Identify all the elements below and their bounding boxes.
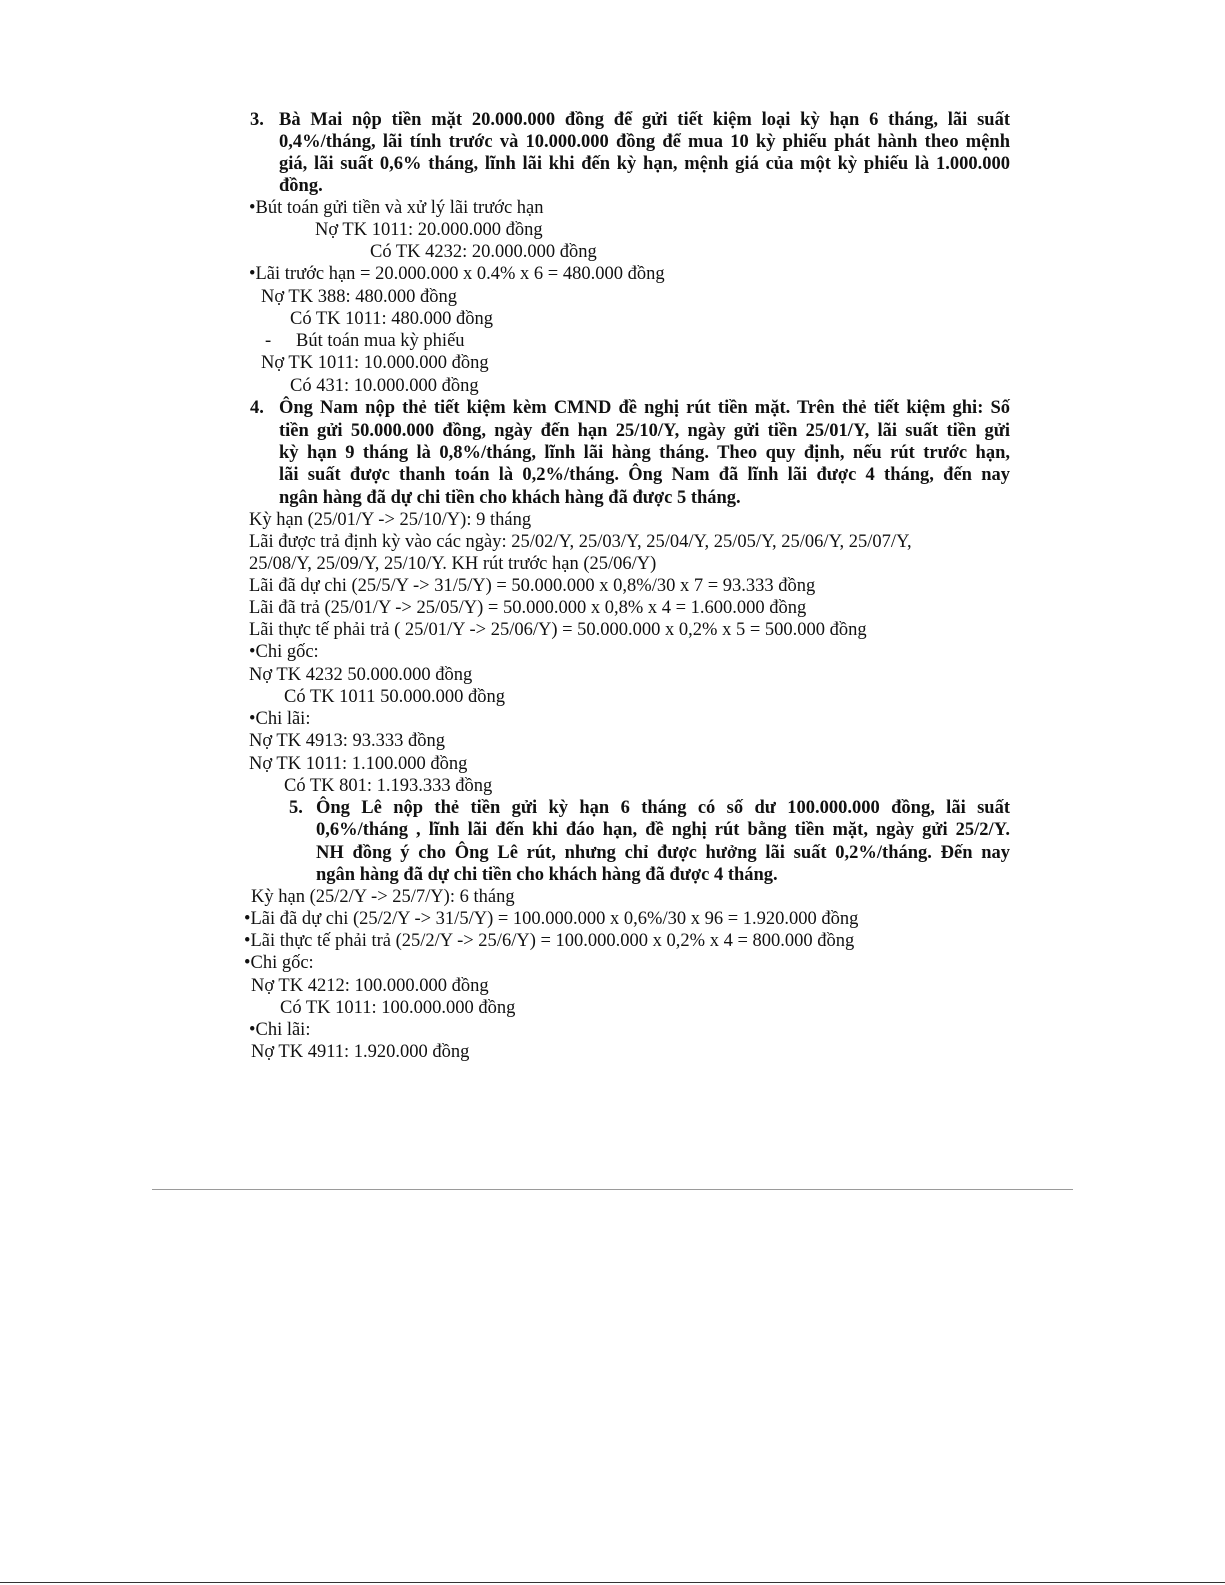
section-4-body-line: •Chi gốc: — [249, 642, 319, 662]
section-3-dash-marker: - — [265, 331, 272, 351]
section-3-body-line: Có TK 1011: 480.000 đồng — [290, 309, 493, 329]
section-4-body-line: Nợ TK 4232 50.000.000 đồng — [249, 665, 473, 685]
section-3-body-line: Bút toán mua kỳ phiếu — [296, 331, 465, 351]
section-3-heading-line-1: Bà Mai nộp tiền mặt 20.000.000 đồng để gửi tiết kiệm loại kỳ hạn 6 tháng, lãi suất — [279, 110, 1010, 130]
section-3-body-line: •Lãi trước hạn = 20.000.000 x 0.4% x 6 = 480.000 đồng — [249, 264, 665, 284]
section-4-body-line: •Chi lãi: — [249, 709, 311, 729]
section-3-body-line: Có TK 4232: 20.000.000 đồng — [370, 242, 597, 262]
section-3-heading-line-4: đồng. — [279, 176, 323, 196]
section-5-body-line: •Chi lãi: — [249, 1020, 311, 1040]
section-5-body-line: Kỳ hạn (25/2/Y -> 25/7/Y): 6 tháng — [251, 887, 515, 907]
section-5-heading-line-3: NH đồng ý cho Ông Lê rút, nhưng chỉ được hưởng lãi suất 0,2%/tháng. Đến nay — [316, 843, 1010, 863]
section-3-body-line: Có 431: 10.000.000 đồng — [290, 376, 479, 396]
section-4-heading-line-4: lãi suất được thanh toán là 0,2%/tháng. Ông Nam đã lĩnh lãi được 4 tháng, đến nay — [279, 465, 1010, 485]
section-4-heading-line-3: kỳ hạn 9 tháng là 0,8%/tháng, lĩnh lãi hàng tháng. Theo quy định, nếu rút trước hạn, — [279, 443, 1010, 463]
section-5-body-line: •Lãi đã dự chi (25/2/Y -> 31/5/Y) = 100.000.000 x 0,6%/30 x 96 = 1.920.000 đồng — [244, 909, 859, 929]
section-4-number: 4. — [250, 398, 264, 418]
section-5-heading-line-4: ngân hàng đã dự chi tiền cho khách hàng đã được 4 tháng. — [316, 865, 778, 885]
section-3-heading-line-3: giá, lãi suất 0,6% tháng, lĩnh lãi khi đến kỳ hạn, mệnh giá của một kỳ phiếu là 1.000.000 — [279, 154, 1010, 174]
section-5-body-line: •Chi gốc: — [244, 953, 314, 973]
section-5-body-line: Nợ TK 4911: 1.920.000 đồng — [251, 1042, 470, 1062]
section-4-body-line: Kỳ hạn (25/01/Y -> 25/10/Y): 9 tháng — [249, 510, 532, 530]
section-3-body-line: Nợ TK 1011: 20.000.000 đồng — [315, 220, 543, 240]
section-4-heading-line-5: ngân hàng đã dự chi tiền cho khách hàng đã được 5 tháng. — [279, 488, 741, 508]
section-4-body-line: Lãi đã dự chi (25/5/Y -> 31/5/Y) = 50.000.000 x 0,8%/30 x 7 = 93.333 đồng — [249, 576, 816, 596]
section-4-body-line: 25/08/Y, 25/09/Y, 25/10/Y. KH rút trước hạn (25/06/Y) — [249, 554, 657, 574]
section-3-number: 3. — [250, 110, 264, 130]
section-4-body-line: Lãi đã trả (25/01/Y -> 25/05/Y) = 50.000.000 x 0,8% x 4 = 1.600.000 đồng — [249, 598, 807, 618]
section-4-body-line: Lãi được trả định kỳ vào các ngày: 25/02/Y, 25/03/Y, 25/04/Y, 25/05/Y, 25/06/Y, 25/07/Y, — [249, 532, 912, 552]
section-4-body-line: Nợ TK 4913: 93.333 đồng — [249, 731, 445, 751]
section-3-heading-line-2: 0,4%/tháng, lãi tính trước và 10.000.000 đồng để mua 10 kỳ phiếu phát hành theo mệnh — [279, 132, 1010, 152]
section-5-body-line: Nợ TK 4212: 100.000.000 đồng — [251, 976, 489, 996]
bottom-edge-divider — [0, 1582, 1225, 1583]
section-5-number: 5. — [289, 798, 303, 818]
section-4-body-line: Có TK 801: 1.193.333 đồng — [284, 776, 493, 796]
section-3-body-line: Nợ TK 1011: 10.000.000 đồng — [261, 353, 489, 373]
section-4-heading-line-2: tiền gửi 50.000.000 đồng, ngày đến hạn 25/10/Y, ngày gửi tiền 25/01/Y, lãi suất tiền gửi — [279, 421, 1010, 441]
section-5-heading-line-2: 0,6%/tháng , lĩnh lãi đến khi đáo hạn, đề nghị rút bằng tiền mặt, ngày gửi 25/2/Y. — [316, 820, 1010, 840]
section-4-body-line: Lãi thực tế phải trả ( 25/01/Y -> 25/06/Y) = 50.000.000 x 0,2% x 5 = 500.000 đồng — [249, 620, 867, 640]
section-4-heading-line-1: Ông Nam nộp thẻ tiết kiệm kèm CMND đề nghị rút tiền mặt. Trên thẻ tiết kiệm ghi: Số — [279, 398, 1010, 418]
section-5-body-line: •Lãi thực tế phải trả (25/2/Y -> 25/6/Y) = 100.000.000 x 0,2% x 4 = 800.000 đồng — [244, 931, 855, 951]
section-4-body-line: Nợ TK 1011: 1.100.000 đồng — [249, 754, 468, 774]
section-5-heading-line-1: Ông Lê nộp thẻ tiền gửi kỳ hạn 6 tháng có số dư 100.000.000 đồng, lãi suất — [316, 798, 1010, 818]
page-divider — [152, 1189, 1073, 1190]
section-3-body-line: Nợ TK 388: 480.000 đồng — [261, 287, 457, 307]
section-4-body-line: Có TK 1011 50.000.000 đồng — [284, 687, 505, 707]
section-5-body-line: Có TK 1011: 100.000.000 đồng — [280, 998, 516, 1018]
section-3-body-line: •Bút toán gửi tiền và xử lý lãi trước hạn — [249, 198, 544, 218]
